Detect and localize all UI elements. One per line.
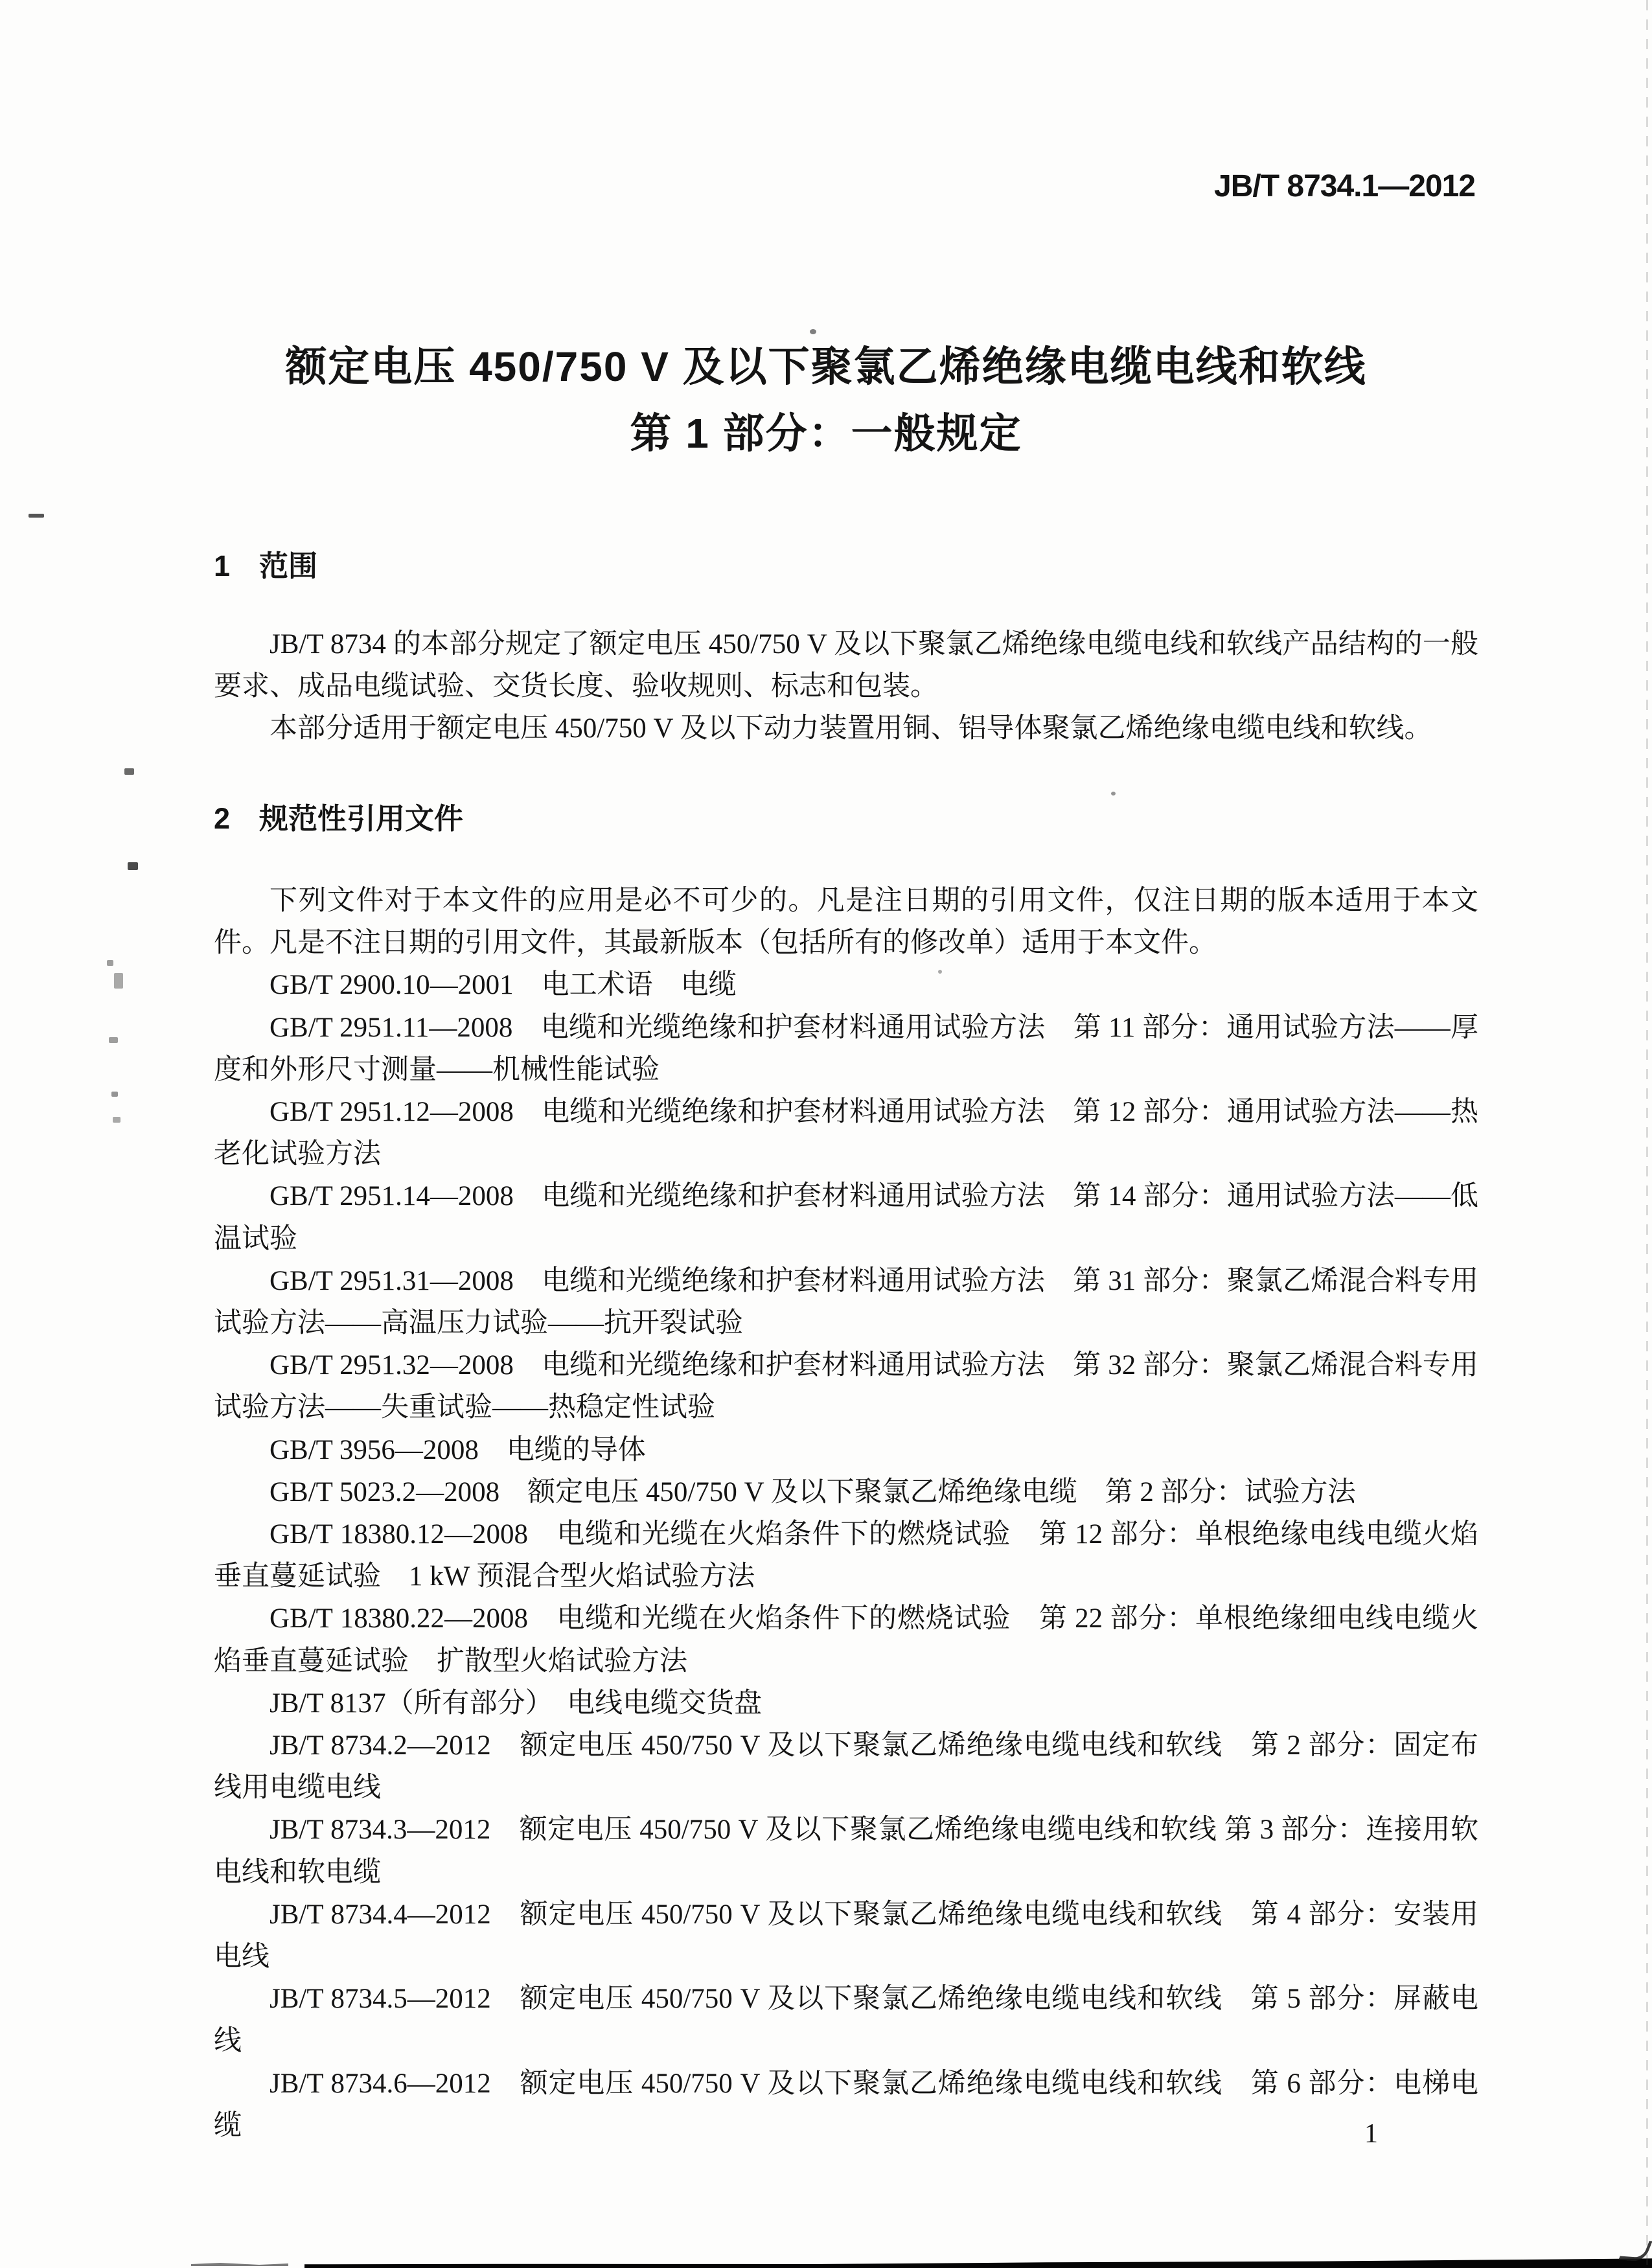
reference-item: GB/T 2951.11—2008 电缆和光缆绝缘和护套材料通用试验方法 第 11 部分：通用试验方法——厚度和外形尺寸测量——机械性能试验 [214,1012,1478,1085]
scan-speck [113,1117,120,1123]
scope-paragraph: JB/T 8734 的本部分规定了额定电压 450/750 V 及以下聚氯乙烯绝缘电缆电线和软线产品结构的一般要求、成品电缆试验、交货长度、验收规则、标志和包装。 [214,629,1478,702]
document-title-line2: 第 1 部分：一般规定 [630,410,1022,457]
scan-speck [938,970,942,974]
standard-code-header: JB/T 8734.1—2012 [1214,169,1475,203]
section-heading-scope: 1 范围 [214,549,318,582]
scope-paragraph: 本部分适用于额定电压 450/750 V 及以下动力装置用铜、铝导体聚氯乙烯绝缘电缆电线和软线。 [270,713,1432,744]
reference-item: JB/T 8734.3—2012 额定电压 450/750 V 及以下聚氯乙烯绝缘电缆电线和软线 第 3 部分：连接用软电线和软电缆 [214,1815,1478,1888]
reference-item: GB/T 2951.31—2008 电缆和光缆绝缘和护套材料通用试验方法 第 31 部分：聚氯乙烯混合料专用试验方法——高温压力试验——抗开裂试验 [214,1265,1478,1339]
scan-speck [107,960,113,966]
references-list [214,964,1478,2147]
scan-speck [29,514,44,518]
reference-item: GB/T 18380.12—2008 电缆和光缆在火焰条件下的燃烧试验 第 12 部分：单根绝缘电线电缆火焰垂直蔓延试验 1 kW 预混合型火焰试验方法 [214,1519,1478,1592]
section-heading-references: 2 规范性引用文件 [214,802,464,835]
section-references-body [214,880,1478,2147]
scan-speck [128,862,138,870]
document-title [0,334,1652,467]
scan-edge-line [1646,0,1648,2268]
references-intro-paragraph: 下列文件对于本文件的应用是必不可少的。凡是注日期的引用文件，仅注日期的版本适用于本文件。凡是不注日期的引用文件，其最新版本（包括所有的修改单）适用于本文件。 [214,886,1478,959]
reference-item: GB/T 18380.22—2008 电缆和光缆在火焰条件下的燃烧试验 第 22 部分：单根绝缘细电线电缆火焰垂直蔓延试验 扩散型火焰试验方法 [214,1603,1478,1677]
reference-item: GB/T 3956—2008 电缆的导体 [270,1434,646,1465]
reference-item: GB/T 2951.14—2008 电缆和光缆绝缘和护套材料通用试验方法 第 14 部分：通用试验方法——低温试验 [214,1181,1478,1254]
scan-speck [810,329,816,334]
reference-item: JB/T 8734.2—2012 额定电压 450/750 V 及以下聚氯乙烯绝缘电缆电线和软线 第 2 部分：固定布线用电缆电线 [214,1730,1478,1804]
reference-item: JB/T 8734.6—2012 额定电压 450/750 V 及以下聚氯乙烯绝缘电缆电线和软线 第 6 部分：电梯电缆 [214,2068,1478,2141]
scan-speck [114,973,123,989]
scan-speck [124,768,134,775]
scan-speck [1111,792,1116,796]
page-number: 1 [1364,2119,1378,2149]
scan-edge-bar-left [191,2263,288,2266]
reference-item: JB/T 8734.5—2012 额定电压 450/750 V 及以下聚氯乙烯绝缘电缆电线和软线 第 5 部分：屏蔽电线 [214,1984,1478,2057]
scan-speck [109,1037,118,1043]
reference-item: JB/T 8137（所有部分） 电线电缆交货盘 [270,1688,763,1719]
reference-item: JB/T 8734.4—2012 额定电压 450/750 V 及以下聚氯乙烯绝缘电缆电线和软线 第 4 部分：安装用电线 [214,1899,1478,1973]
references-intro [214,880,1478,964]
scan-speck [111,1092,118,1097]
reference-item: GB/T 2951.32—2008 电缆和光缆绝缘和护套材料通用试验方法 第 32 部分：聚氯乙烯混合料专用试验方法——失重试验——热稳定性试验 [214,1350,1478,1423]
section-scope-body [214,623,1478,750]
scan-edge-bar [304,2258,1652,2268]
reference-item: GB/T 2951.12—2008 电缆和光缆绝缘和护套材料通用试验方法 第 12 部分：通用试验方法——热老化试验方法 [214,1097,1478,1170]
document-title-line1: 额定电压 450/750 V 及以下聚氯乙烯绝缘电缆电线和软线 [285,343,1367,390]
reference-item: GB/T 5023.2—2008 额定电压 450/750 V 及以下聚氯乙烯绝缘电缆 第 2 部分：试验方法 [270,1476,1356,1507]
reference-item: GB/T 2900.10—2001 电工术语 电缆 [270,970,737,1001]
